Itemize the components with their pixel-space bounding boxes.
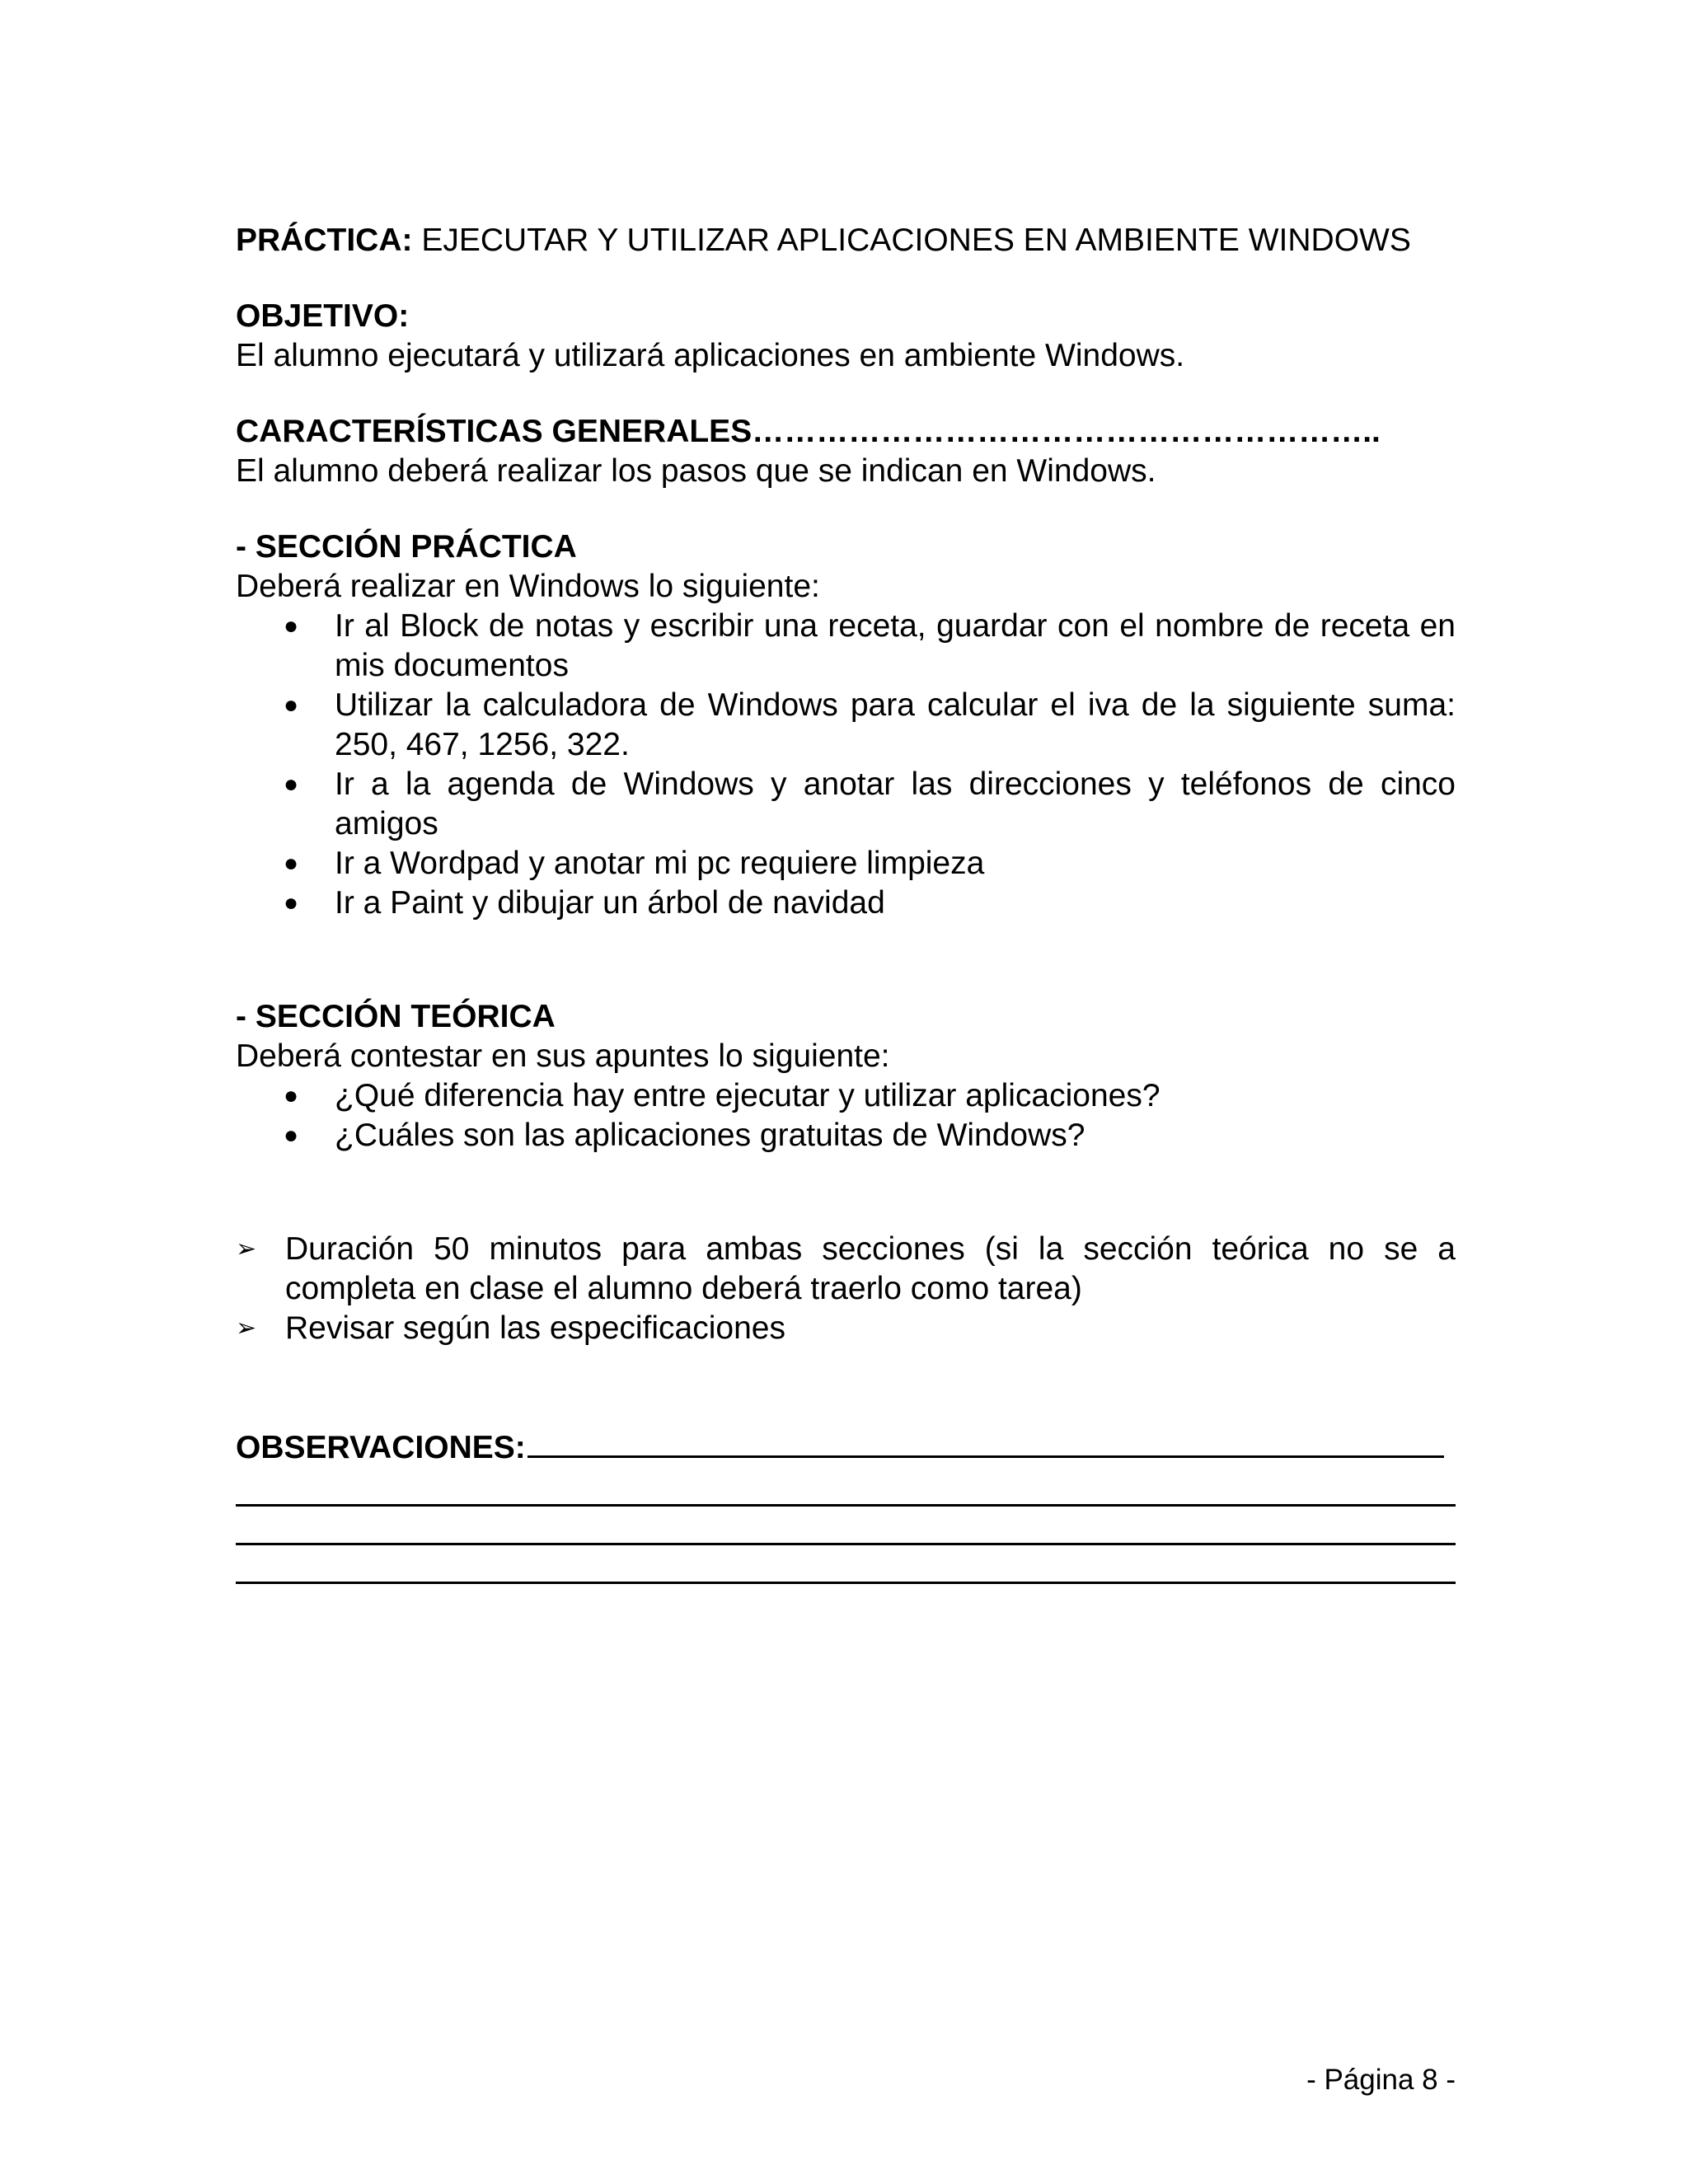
observations-line — [236, 1545, 1456, 1584]
theory-section-heading: - SECCIÓN TEÓRICA — [236, 999, 556, 1034]
list-item: ● Ir a la agenda de Windows y anotar las direcciones y teléfonos de cinco amigos — [284, 766, 1456, 841]
theory-section — [236, 997, 1456, 1155]
observations-label: OBSERVACIONES: — [236, 1430, 526, 1465]
theory-section-intro: Deberá contestar en sus apuntes lo siguiente: — [236, 1038, 890, 1074]
practice-section-heading: - SECCIÓN PRÁCTICA — [236, 529, 577, 565]
objective-section — [236, 297, 1456, 376]
bullet-dot-icon: ● — [284, 771, 299, 798]
arrow-right-icon: ➢ — [236, 1235, 257, 1263]
objective-text: El alumno ejecutará y utilizará aplicaciones en ambiente Windows. — [236, 338, 1185, 373]
notes-list — [236, 1230, 1456, 1348]
arrow-right-icon: ➢ — [236, 1315, 257, 1342]
observations-row — [236, 1424, 1456, 1468]
bullet-dot-icon: ● — [284, 691, 299, 719]
observations-line — [236, 1468, 1456, 1507]
practice-title-text: EJECUTAR Y UTILIZAR APLICACIONES EN AMBIENTE WINDOWS — [412, 223, 1411, 258]
theory-list — [236, 1076, 1456, 1155]
list-item: ● Ir al Block de notas y escribir una receta, guardar con el nombre de receta en mis documentos — [284, 608, 1456, 683]
practice-list — [236, 607, 1456, 923]
spacer — [236, 1155, 1456, 1230]
bullet-dot-icon: ● — [284, 1082, 299, 1109]
spacer — [236, 923, 1456, 997]
list-item: ● Ir a Wordpad y anotar mi pc requiere limpieza — [236, 844, 1456, 883]
observations-line — [236, 1507, 1456, 1545]
document-page — [236, 221, 1456, 1584]
practice-section-intro: Deberá realizar en Windows lo siguiente: — [236, 569, 820, 604]
list-item: ● Utilizar la calculadora de Windows para calcular el iva de la siguiente suma: 250, 467, 1256, 322. — [284, 687, 1456, 762]
bullet-dot-icon: ● — [284, 889, 299, 916]
practice-title — [236, 221, 1456, 260]
general-section — [236, 412, 1456, 491]
general-heading: CARACTERÍSTICAS GENERALES………………………………………………….. — [236, 414, 1381, 449]
list-item: ● Ir a Paint y dibujar un árbol de navidad — [236, 883, 1456, 923]
practice-label: PRÁCTICA: — [236, 223, 413, 258]
bullet-dot-icon: ● — [284, 1122, 299, 1149]
observations-line — [528, 1424, 1444, 1458]
general-text: El alumno deberá realizar los pasos que se indican en Windows. — [236, 453, 1156, 489]
bullet-dot-icon: ● — [284, 612, 299, 640]
objective-heading: OBJETIVO: — [236, 298, 410, 334]
list-item: ● ¿Qué diferencia hay entre ejecutar y utilizar aplicaciones? — [236, 1076, 1456, 1116]
list-item: ● ¿Cuáles son las aplicaciones gratuitas de Windows? — [236, 1116, 1456, 1155]
bullet-dot-icon: ● — [284, 850, 299, 877]
page-number: - Página 8 - — [1306, 2064, 1456, 2096]
list-item: ➢ Revisar según las especificaciones — [236, 1309, 1456, 1348]
list-item: ➢ Duración 50 minutos para ambas secciones (si la sección teórica no se a completa en clase el alumno deberá traerlo como tarea) — [236, 1231, 1456, 1306]
practice-section — [236, 527, 1456, 923]
